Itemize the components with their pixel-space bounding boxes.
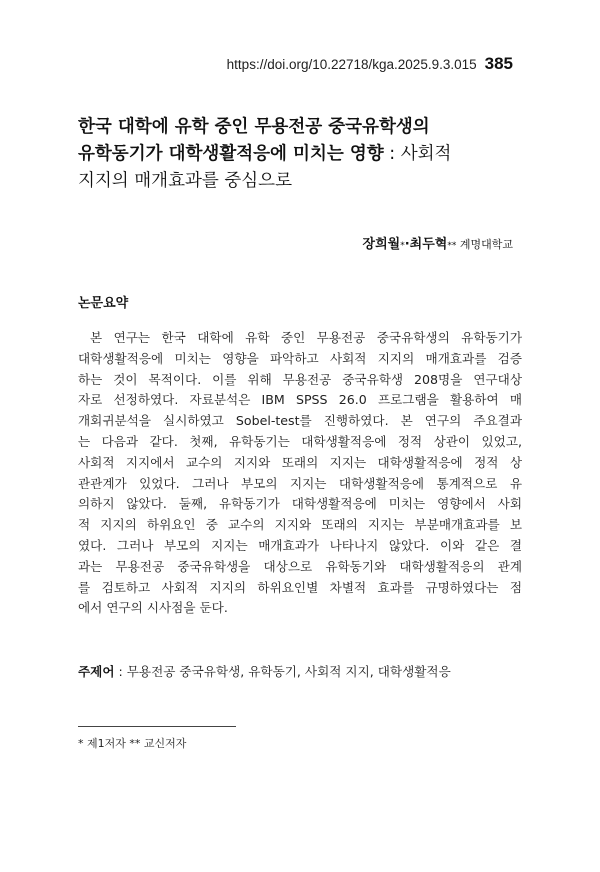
title-line-1: 한국 대학에 유학 중인 무용전공 중국유학생의 xyxy=(78,117,430,137)
abstract-line: 의하지 않았다. 둘째, 유학동기가 대학생활적응에 미치는 영향에서 사회 xyxy=(78,496,522,512)
title-line-2-main: 유학동기가 대학생활적응에 미치는 영향 xyxy=(78,144,384,164)
abstract-line: 는 다음과 같다. 첫째, 유학동기는 대학생활적응에 정적 상관이 있었고, xyxy=(78,433,522,449)
affiliation: 계명대학교 xyxy=(456,238,513,251)
keywords-text: : 무용전공 중국유학생, 유학동기, 사회적 지지, 대학생활적응 xyxy=(114,664,451,679)
title-line-2 xyxy=(78,141,548,168)
keywords xyxy=(78,661,451,680)
title-line-3: 지지의 매개효과를 중심으로 xyxy=(78,171,292,191)
keywords-label: 주제어 xyxy=(78,664,115,679)
paper-title xyxy=(78,114,548,195)
footnote: * 제1저자 ** 교신저자 xyxy=(78,737,187,750)
abstract-line: 적 지지의 하위요인 중 교수의 지지와 또래의 지지는 부분매개효과를 보 xyxy=(78,517,522,533)
abstract-line: 를 검토하고 사회적 지지의 하위요인별 차별적 효과를 규명하였다는 점 xyxy=(78,579,522,595)
author-1-mark: * xyxy=(400,241,405,251)
author-2-mark: ** xyxy=(447,241,457,251)
abstract-line: 에서 연구의 시사점을 둔다. xyxy=(78,600,228,616)
doi-link[interactable]: https://doi.org/10.22718/kga.2025.9.3.015 xyxy=(226,57,477,72)
abstract-line: 과는 무용전공 중국유학생을 대상으로 유학동기와 대학생활적응의 관계 xyxy=(78,558,522,574)
abstract-line: 대학생활적응에 미치는 영향을 파악하고 사회적 지지의 매개효과를 검증 xyxy=(78,350,522,366)
abstract-body xyxy=(78,328,522,619)
abstract-line: 개회귀분석을 실시하였고 Sobel-test를 진행하였다. 본 연구의 주요결과 xyxy=(78,413,522,429)
abstract-line: 하는 것이 목적이다. 이를 위해 무용전공 중국유학생 208명을 연구대상 xyxy=(78,371,522,387)
footnote-divider xyxy=(78,726,236,727)
abstract-line: 본 연구는 한국 대학에 유학 중인 무용전공 중국유학생의 유학동기가 xyxy=(90,330,522,345)
title-line-2-sub: : 사회적 xyxy=(383,144,452,164)
abstract-line: 사회적 지지에서 교수의 지지와 또래의 지지는 대학생활적응에 정적 상 xyxy=(78,454,522,470)
abstract-line: 관관계가 있었다. 그러나 부모의 지지는 대학생활적응에 통계적으로 유 xyxy=(78,475,522,491)
abstract-line: 였다. 그러나 부모의 지지는 매개효과가 나타나지 않았다. 이와 같은 결 xyxy=(78,537,522,553)
abstract-heading: 논문요약 xyxy=(78,296,129,311)
author-2: 최두혁 xyxy=(409,237,448,252)
page-number: 385 xyxy=(484,54,513,73)
author-1: 장희월 xyxy=(362,237,401,252)
author-line xyxy=(363,233,513,252)
page-header xyxy=(227,54,513,74)
abstract-line: 자로 선정하였다. 자료분석은 IBM SPSS 26.0 프로그램을 활용하여 매 xyxy=(78,392,522,408)
author-separator: · xyxy=(404,237,410,252)
